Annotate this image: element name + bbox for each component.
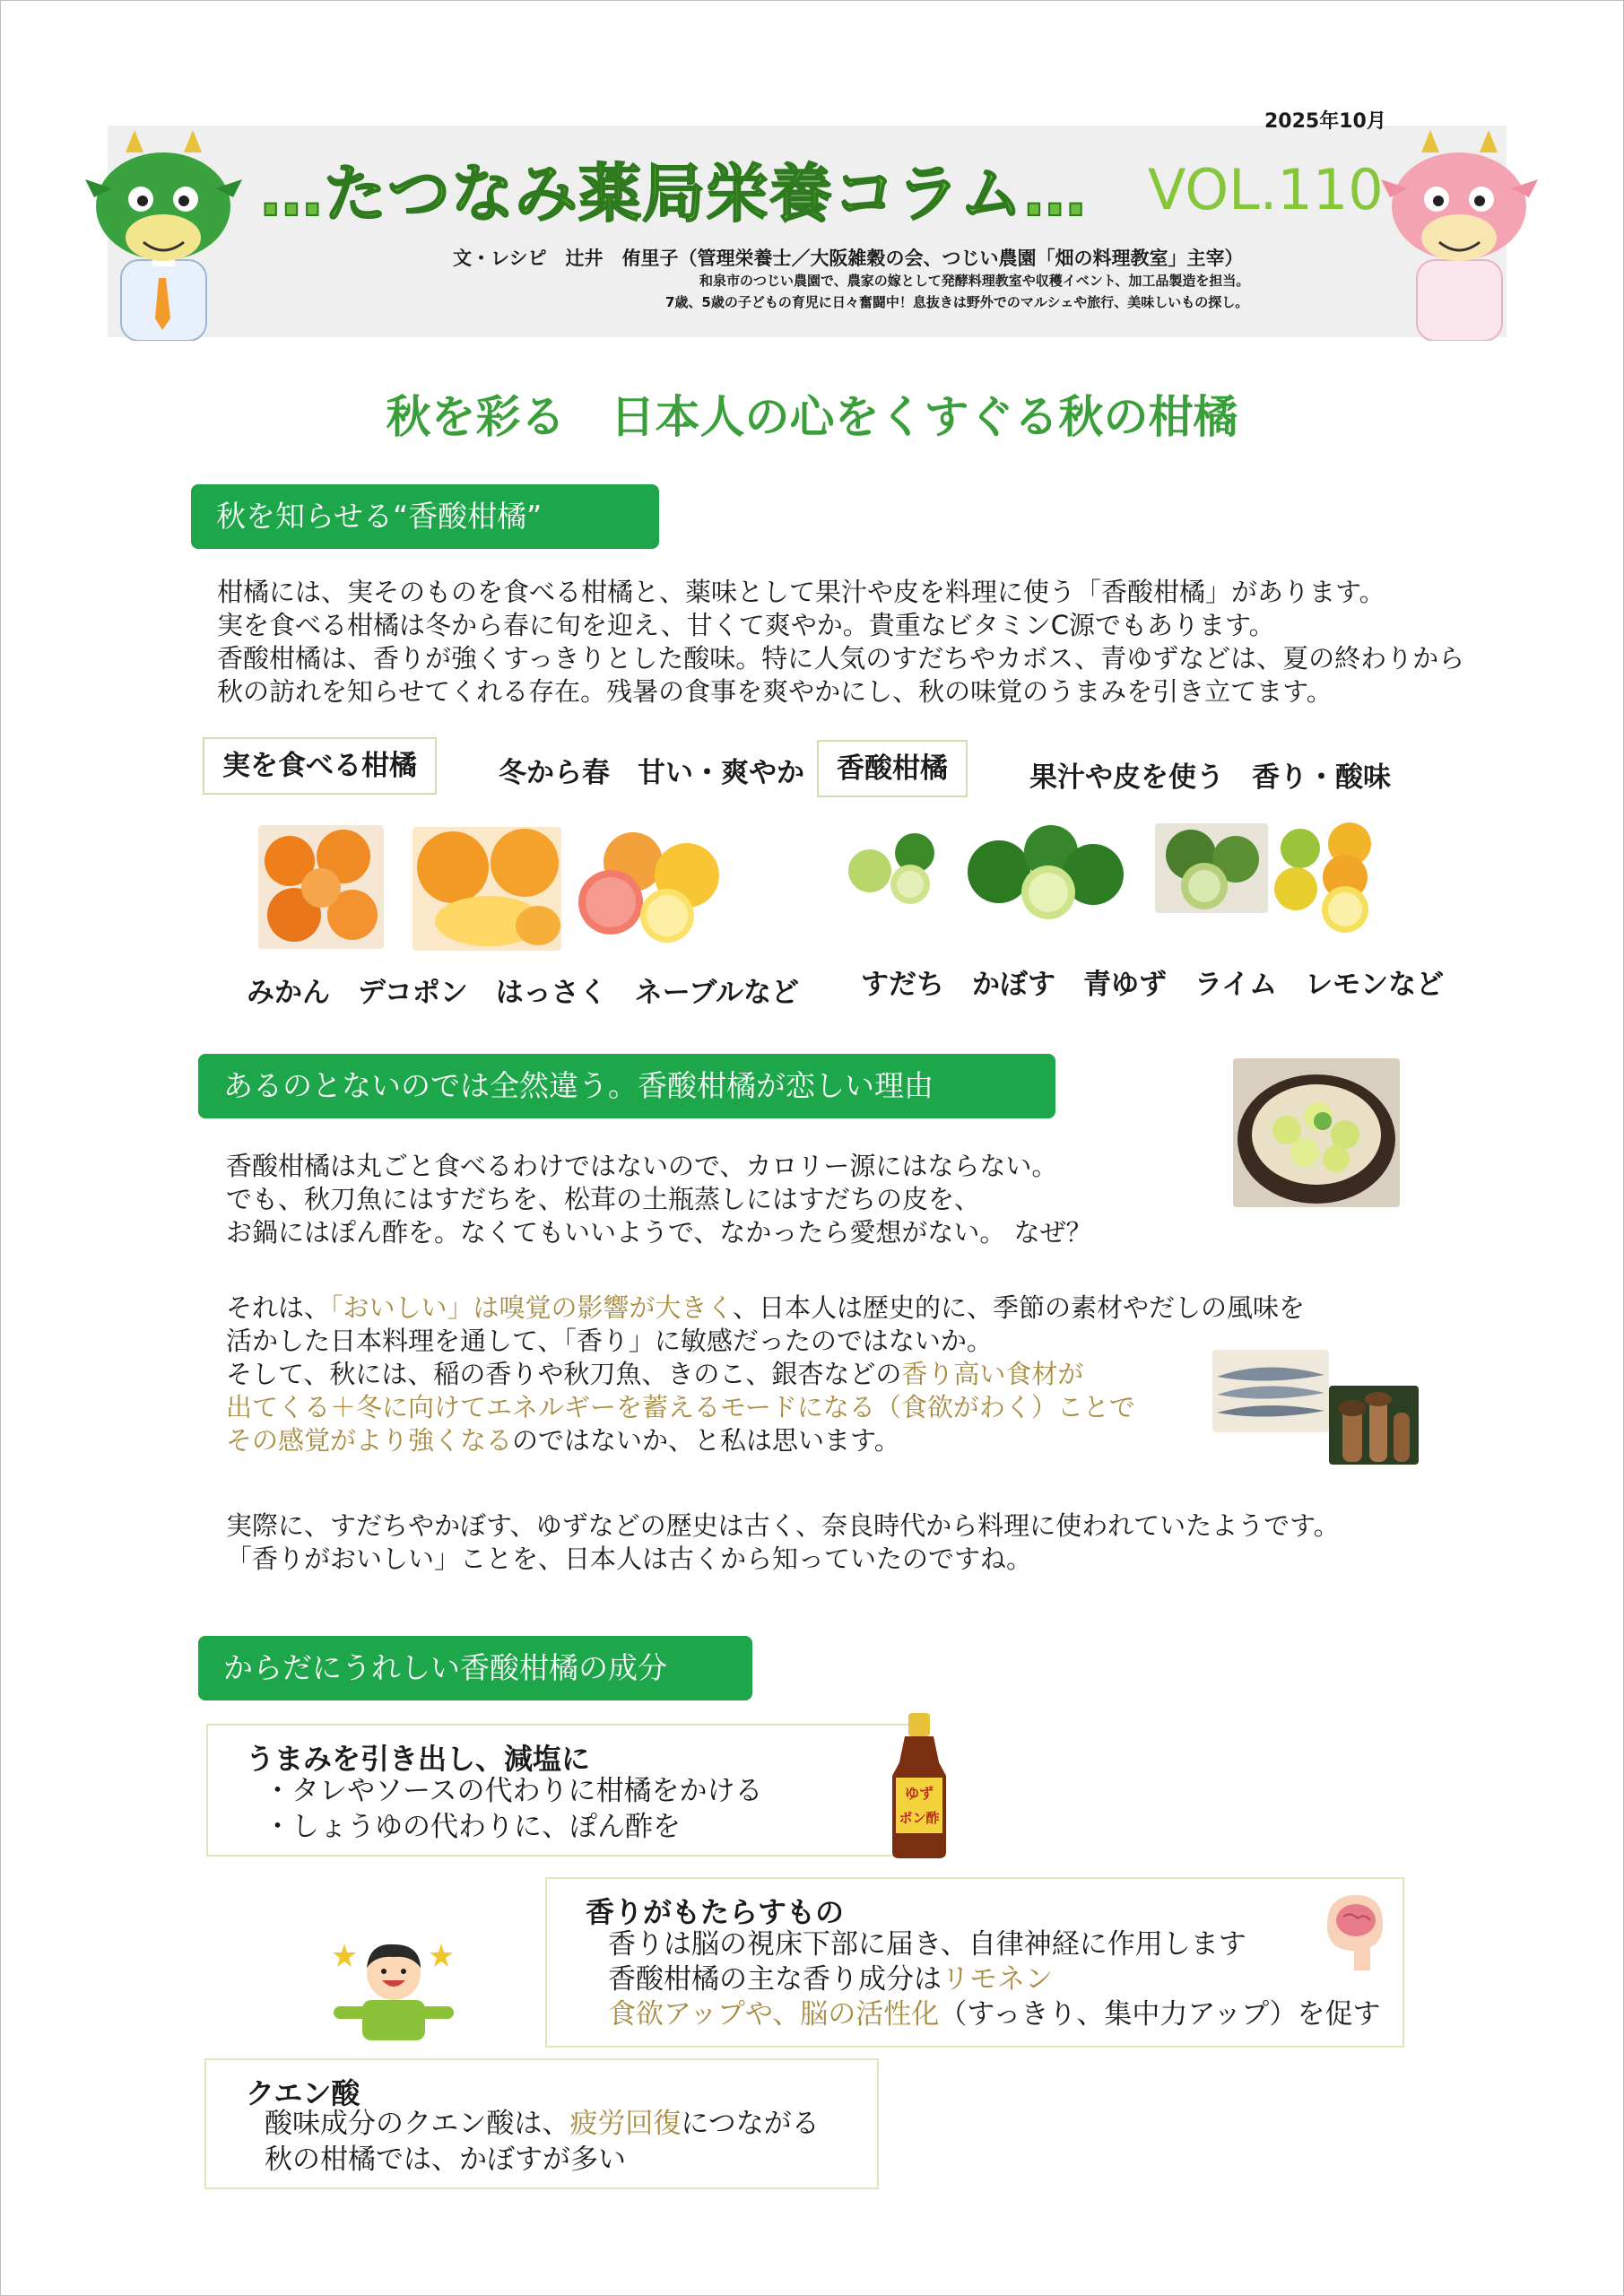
sanma-fish-photo: [1212, 1350, 1329, 1432]
citric-line1-text-b: につながる: [681, 2108, 820, 2140]
citric-line1-text-a: 酸味成分のクエン酸は、: [265, 2108, 570, 2140]
aroma-line3-highlight: 食欲アップや、脳の活性化: [608, 1998, 940, 2031]
p2-line3-text-a: そして、秋には、稲の香りや秋刀魚、きのこ、銀杏などの: [226, 1359, 902, 1389]
section2-p2-line-5: [226, 1424, 1305, 1457]
aroma-card: [545, 1877, 1404, 2048]
aroma-card-line-2: [608, 1962, 1053, 1997]
section1-line-4: 秋の訪れを知らせてくれる存在。残暑の食事を爽やかにし、秋の味覚のうまみを引き立てます。: [217, 676, 1333, 707]
section2-p2-line-3: [226, 1358, 1305, 1391]
sudachi-photo: [843, 831, 940, 906]
bottle-label-ponzu: ポン酢: [899, 1810, 940, 1826]
aoyuzu-photo: [1155, 823, 1268, 913]
umami-card: [206, 1724, 927, 1857]
happy-boy-icon: [326, 1930, 461, 2042]
section3-heading: からだにうれしい香酸柑橘の成分: [198, 1636, 752, 1700]
section2-paragraph-2: [226, 1292, 1305, 1457]
section2-paragraph-3: [226, 1509, 1340, 1576]
pink-dragon-mascot-icon: [1381, 126, 1538, 341]
section2-p1-line-2: でも、秋刀魚にはすだちを、松茸の土瓶蒸しにはすだちの皮を、: [226, 1184, 981, 1214]
noodle-bowl-photo: [1233, 1058, 1400, 1207]
section2-p3-line-2: 「香りがおいしい」ことを、日本人は古くから知っていたのですね。: [226, 1544, 1033, 1574]
section1-line-1: 柑橘には、実そのものを食べる柑橘と、薬味として果汁や皮を料理に使う「香酸柑橘」があります。: [217, 577, 1385, 607]
section2-p2-line-2: 活かした日本料理を通して、「香り」に敏感だったのではないか。: [226, 1326, 993, 1356]
aroma-line2-highlight: リモネン: [942, 1963, 1053, 1996]
issue-date: 2025年10月: [1264, 110, 1386, 133]
dekopon-photo: [413, 827, 561, 951]
green-dragon-mascot-icon: [85, 126, 242, 341]
eating-citrus-desc: 冬から春 甘い・爽やか: [499, 757, 804, 789]
aroma-card-line-3: [608, 1997, 1381, 2032]
umami-card-line-1: ・タレやソースの代わりに柑橘をかける: [264, 1775, 763, 1807]
sour-citrus-label: 香酸柑橘: [817, 740, 968, 797]
p2-line1-text-b: 、日本人は歴史的に、季節の素材やだしの風味を: [732, 1292, 1305, 1323]
eating-citrus-caption: みかん デコポン はっさく ネーブルなど: [247, 977, 799, 1009]
p2-line5-text-b: のではないか、と私は思います。: [512, 1425, 900, 1456]
section2-p3-line-1: 実際に、すだちやかぼす、ゆずなどの歴史は古く、奈良時代から料理に使われていたようです。: [226, 1510, 1340, 1541]
umami-card-title: うまみを引き出し、減塩に: [246, 1742, 591, 1776]
citric-acid-card: [204, 2058, 879, 2189]
citric-acid-line-1: [265, 2107, 820, 2142]
lime-lemon-photo: [1273, 822, 1388, 935]
main-title: 秋を彩る 日本人の心をくすぐる秋の柑橘: [386, 391, 1238, 443]
p2-line5-highlight: その感覚がより強くなる: [226, 1425, 513, 1456]
section1-line-2: 実を食べる柑橘は冬から春に旬を迎え、甘くて爽やか。貴重なビタミンC源でもあります。: [217, 610, 1275, 640]
citric-acid-card-title: クエン酸: [246, 2076, 360, 2110]
aroma-line3-text: （すっきり、集中力アップ）を促す: [939, 1998, 1381, 2031]
brain-head-icon: [1318, 1888, 1390, 1974]
aroma-card-title: 香りがもたらすもの: [586, 1895, 845, 1929]
p2-line1-text-a: それは、: [226, 1292, 331, 1323]
aroma-card-line-1: 香りは脳の視床下部に届き、自律神経に作用します: [608, 1928, 1246, 1961]
mikan-photo: [258, 825, 384, 949]
bottle-label-yuzu: ゆず: [904, 1785, 934, 1802]
eating-citrus-label: 実を食べる柑橘: [203, 737, 437, 795]
p2-line1-highlight: 「おいしい」は嗅覚の影響が大きく: [330, 1292, 733, 1323]
yuzu-ponzu-bottle-icon: [883, 1713, 955, 1861]
author-note-2: 7歳、5歳の子どもの育児に日々奮闘中！息抜きは野外でのマルシェや旅行、美味しいもの探し。: [665, 294, 1249, 310]
kabosu-photo: [963, 825, 1125, 922]
sour-citrus-desc: 果汁や皮を使う 香り・酸味: [1029, 761, 1391, 794]
umami-card-line-2: ・しょうゆの代わりに、ぽん酢を: [264, 1811, 681, 1843]
citric-line1-highlight: 疲労回復: [569, 2108, 682, 2140]
section2-p2-line-1: [226, 1292, 1305, 1325]
p2-line3-highlight: 香り高い食材が: [901, 1359, 1084, 1389]
section1-heading: 秋を知らせる“香酸柑橘”: [191, 484, 659, 549]
column-title: …たつなみ薬局栄養コラム…: [260, 157, 1088, 230]
aroma-line2-text: 香酸柑橘の主な香り成分は: [608, 1963, 942, 1996]
section1-paragraph: [217, 576, 1464, 709]
citric-acid-line-2: 秋の柑橘では、かぼすが多い: [265, 2144, 626, 2176]
section1-line-3: 香酸柑橘は、香りが強くすっきりとした酸味。特に人気のすだちやカボス、青ゆずなどは、夏の終わりから: [217, 643, 1465, 674]
grapefruit-photo: [570, 831, 723, 944]
author-line: 文・レシピ 辻井 侑里子（管理栄養士／大阪雑穀の会、つじい農園「畑の料理教室」主宰）: [453, 248, 1244, 269]
section2-p1-line-3: お鍋にはぽん酢を。なくてもいいようで、なかったら愛想がない。 なぜ？: [226, 1217, 1092, 1248]
section2-p2-line-4: 出てくる＋冬に向けてエネルギーを蓄えるモードになる（食欲がわく）ことで: [226, 1392, 1135, 1422]
sour-citrus-caption: すだち かぼす 青ゆず ライム レモンなど: [861, 969, 1445, 1001]
volume-number: VOL.110: [1148, 157, 1384, 222]
author-note-1: 和泉市のつじい農園で、農家の嫁として発酵料理教室や収穫イベント、加工品製造を担当。: [699, 273, 1250, 289]
section2-heading: あるのとないのでは全然違う。香酸柑橘が恋しい理由: [198, 1054, 1055, 1118]
matsutake-photo: [1329, 1386, 1419, 1465]
section2-p1-line-1: 香酸柑橘は丸ごと食べるわけではないので、カロリー源にはならない。: [226, 1151, 1058, 1181]
section2-paragraph-1: [226, 1150, 1092, 1249]
